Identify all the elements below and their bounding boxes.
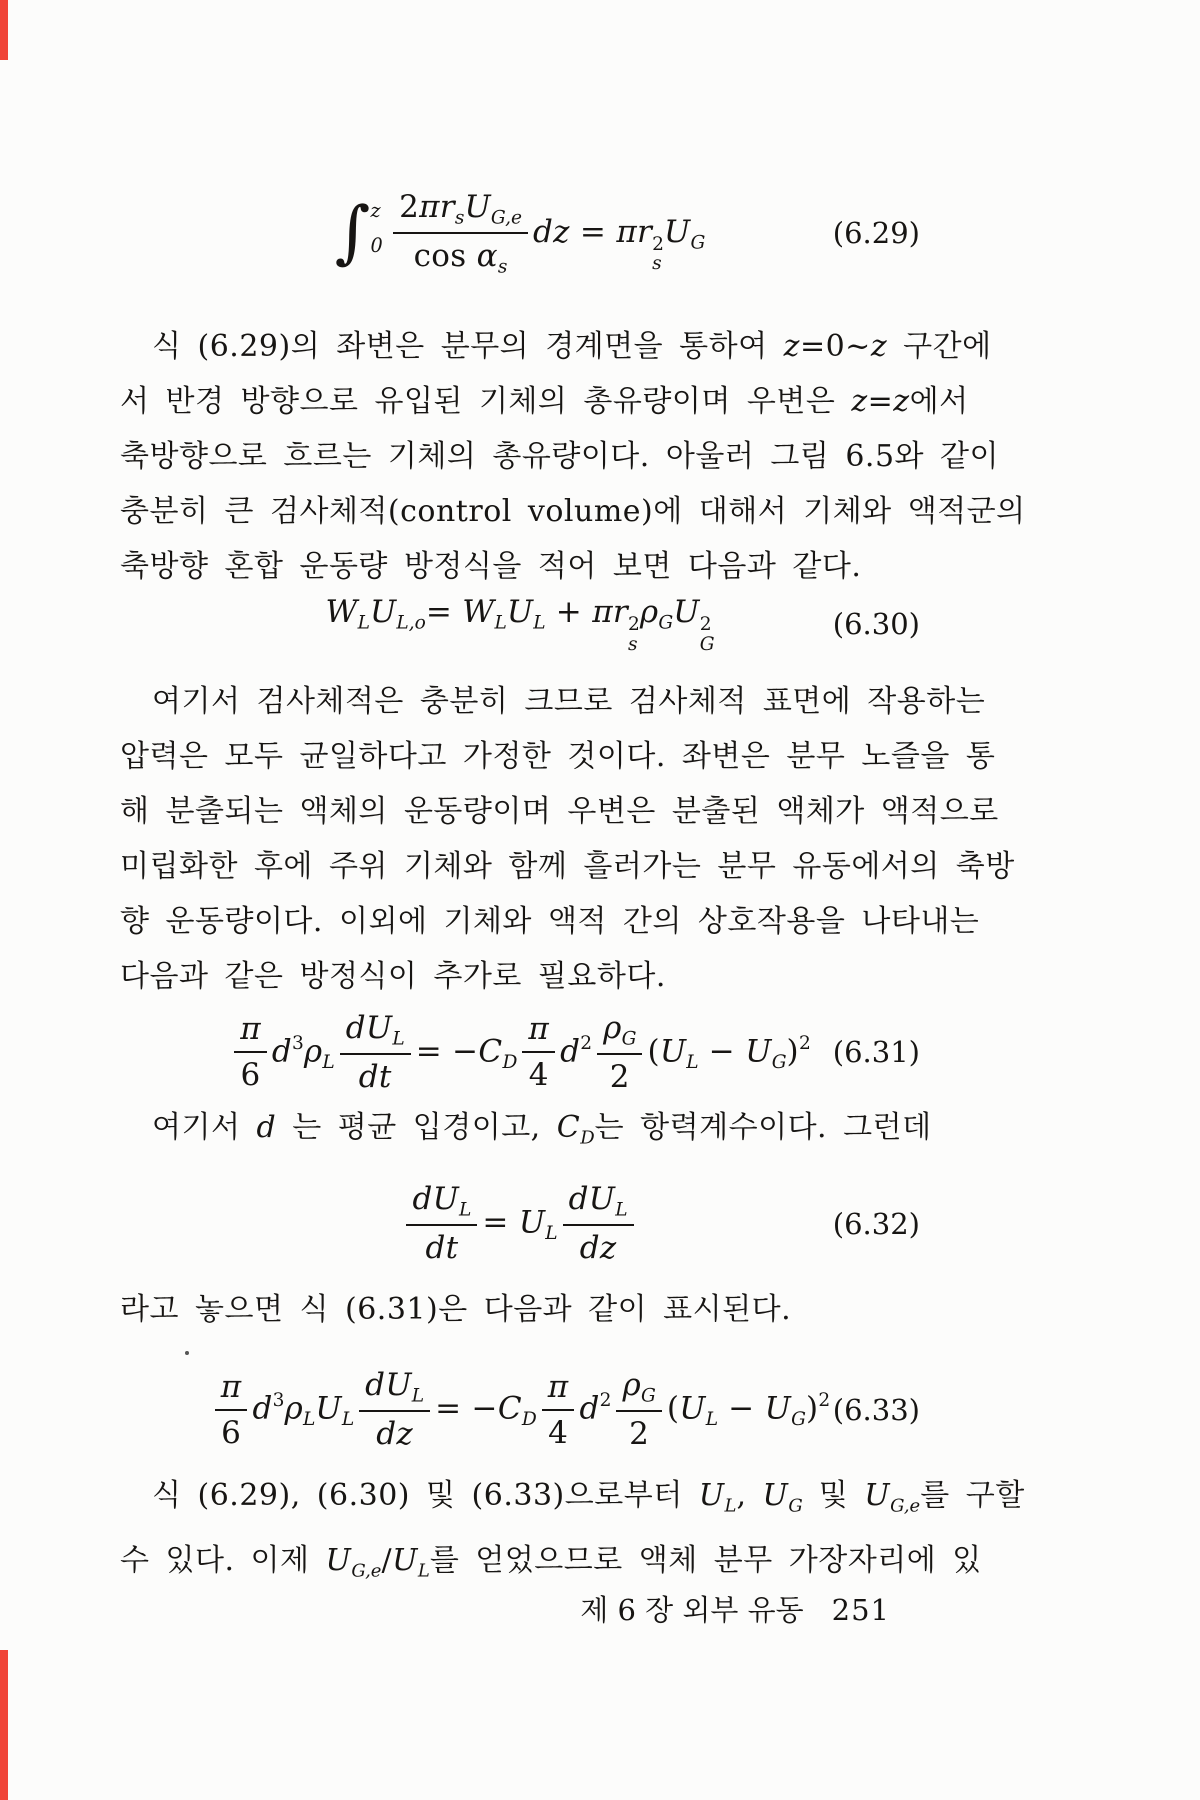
math-var: d [579,1390,600,1427]
text-run: 는 항력계수이다. 그런데 [594,1110,932,1146]
math-op: 2 [399,188,420,225]
text-run: 여기서 검사체적은 충분히 크므로 검사체적 표면에 작용하는 [152,684,986,720]
math-supsub: 2 s [628,614,640,655]
math-var: π [240,1011,261,1048]
scan-artifact-top [0,0,8,60]
text-line [120,674,986,729]
math-subscript: G [621,1028,637,1050]
math-op: + [545,594,593,630]
math-var: W [325,594,358,630]
equation-number: (6.32) [832,1206,920,1241]
math-fraction [522,1011,555,1093]
math-var: C [478,1032,503,1069]
math-subscript: L [686,1051,699,1073]
math-subscript: L [459,1199,472,1221]
math-op: 6 [221,1414,242,1451]
math-op: = [569,213,617,250]
text-run: 서 반경 방향으로 유입된 기체의 총유량이며 우변은 [120,384,852,419]
math-var: ρ [284,1390,304,1427]
math-op: cos [413,238,477,274]
math-subscript: G [690,232,706,253]
math-subscript: G [791,1408,806,1430]
equation-body [210,1367,830,1453]
equation-eq631 [120,1004,920,1100]
math-subscript: D [521,1408,537,1430]
math-subscript: D [580,1127,595,1149]
equation-body [335,189,706,278]
math-fraction [234,1011,267,1093]
text-run: 를 얻었으므로 액체 분무 가장자리에 있 [429,1542,982,1578]
page-footer [120,1588,890,1629]
math-op: = [482,1204,519,1241]
equation-body [229,1010,811,1096]
math-fraction [215,1369,248,1451]
equation-number: (6.33) [832,1392,920,1427]
math-op: ) [805,1390,819,1427]
math-subscript: L [417,1560,430,1582]
math-var: d [271,1032,293,1069]
math-var: πr [419,188,455,225]
math-subscript: L [615,1199,628,1221]
math-var: π [528,1011,550,1048]
math-op: 6 [240,1057,261,1094]
math-superscript: 2 [599,1390,612,1412]
math-var: dz [376,1416,414,1453]
math-var: U [659,1032,687,1069]
math-fraction [359,1367,430,1453]
chapter-title: 제 6 장 외부 유동 [580,1593,804,1627]
math-subscript: s [497,256,508,278]
math-var: C [556,1110,581,1146]
paragraph-para2 [120,674,1015,1004]
math-var: πr [592,594,629,630]
text-line [120,429,1000,484]
math-var: U [315,1390,342,1427]
equation-eq630 [120,594,920,654]
text-line [120,839,1015,894]
math-var: U [392,1542,418,1578]
equation-eq629 [120,185,920,281]
page-content [120,0,1026,1598]
math-var: U [673,594,700,630]
math-subscript: G [788,1494,803,1516]
math-op: 4 [548,1414,569,1451]
math-op: = [867,384,894,419]
math-var: α [476,238,498,274]
math-subscript: L [545,1222,558,1244]
math-fraction [616,1367,661,1453]
page-number: 251 [831,1593,890,1627]
math-subscript: L [392,1028,405,1050]
math-subscript: L [411,1385,425,1407]
math-var: z [893,384,910,419]
math-superscript: 3 [272,1390,285,1412]
math-var: U [762,1477,789,1513]
math-superscript: 2 [798,1032,811,1054]
math-superscript: 2 [818,1390,831,1412]
math-subscript: D [502,1051,518,1073]
paragraph-para1 [120,319,1026,594]
math-var: dU [568,1180,616,1217]
text-run: 미립화한 후에 주위 기체와 함께 흘러가는 분무 유동에서의 축방 [120,849,1015,885]
text-line [120,949,920,1004]
math-var: d [560,1032,581,1069]
scan-artifact-bottom [0,1650,8,1800]
math-superscript: 3 [292,1032,304,1054]
text-line [120,894,980,949]
math-op: − [698,1032,746,1069]
math-subscript: G [771,1051,787,1073]
text-line [120,374,969,429]
math-var: π [220,1368,242,1405]
equation-eq633 [120,1362,920,1458]
math-var: U [506,594,534,630]
math-var: dU [412,1180,460,1217]
math-supsub: 2 s [652,233,664,275]
equation-number: (6.29) [832,216,920,250]
math-var: U [679,1390,706,1427]
equation-eq632 [120,1176,920,1272]
math-subscript: s [454,207,465,228]
math-var: U [518,1204,546,1241]
math-op: 2 [609,1059,630,1096]
math-subscript: L [533,612,546,634]
text-line [120,484,1026,539]
math-var: dU [345,1009,393,1046]
math-supsub: 2 G [699,614,715,655]
text-run: 및 [802,1477,865,1513]
paragraph-lineA [120,1100,932,1165]
math-superscript: 2 [580,1032,593,1054]
math-op: = [425,594,463,630]
text-run: 향 운동량이다. 이외에 기체와 액적 간의 상호작용을 나타내는 [120,904,980,940]
math-var: dt [358,1059,392,1096]
math-subscript: L [705,1408,719,1430]
math-var: z [851,384,868,419]
text-run: 압력은 모두 균일하다고 가정한 것이다. 좌변은 분무 노즐을 통 [120,739,996,775]
integral-sign: ∫ z 0 [334,192,384,272]
text-run: 에서 [909,384,969,419]
math-fraction [340,1010,411,1096]
paragraph-para3 [120,1468,1025,1599]
text-run: 구간에 [887,329,992,364]
math-op: ( [666,1390,680,1427]
text-run: 를 구할 [920,1477,1025,1513]
math-subscript: L [724,1494,737,1516]
math-var: U [864,1477,891,1513]
paragraph-lineB [120,1282,920,1337]
math-subscript: G [641,1385,656,1407]
math-var: ρ [303,1032,323,1069]
math-var: U [745,1032,772,1069]
math-fraction [393,189,528,278]
text-line [120,319,992,374]
math-subscript: G,e [490,207,522,228]
text-run: 해 분출되는 액체의 운동량이며 우변은 분출된 액체가 액적으로 [120,794,999,830]
text-line [120,539,920,594]
text-run: 충분히 큰 검사체적(control volume)에 대해서 기체와 액적군의 [120,494,1026,529]
text-run: 축방향으로 흐르는 기체의 총유량이다. 아울러 그림 6.5와 같이 [120,439,1000,474]
text-run: 다음과 같은 방정식이 추가로 필요하다. [120,959,666,995]
math-op: 2 [629,1416,650,1453]
text-line [120,1468,1025,1533]
equation-body [325,594,714,654]
math-var: πr [616,213,653,250]
math-var: d [256,1110,277,1146]
equation-number: (6.30) [832,607,920,642]
math-var: U [664,213,691,250]
math-var: ρ [639,594,659,630]
math-subscript: G,e [351,1560,382,1582]
math-var: dz [579,1230,617,1267]
math-var: d [252,1390,273,1427]
math-var: z [783,329,800,364]
math-subscript: L [303,1408,316,1430]
text-run: 여기서 [152,1110,257,1146]
text-run: 라고 놓으면 식 (6.31)은 다음과 같이 표시된다. [120,1291,792,1327]
math-op: / [381,1542,393,1578]
math-op: ( [647,1032,660,1069]
math-subscript: G [658,612,674,634]
math-var: dz [532,213,570,250]
text-run: , [736,1477,763,1513]
math-fraction [406,1181,477,1267]
math-op: ) [786,1032,799,1069]
math-var: U [698,1477,725,1513]
text-line [120,784,999,839]
math-var: ρ [622,1366,641,1403]
math-var: U [464,188,491,225]
math-subscript: L [357,612,370,634]
text-run: 는 평균 입경이고, [276,1110,557,1146]
equation-number: (6.31) [832,1035,920,1070]
math-var: W [462,594,495,630]
math-var: U [325,1542,352,1578]
text-run: 식 (6.29), (6.30) 및 (6.33)으로부터 [152,1477,699,1513]
math-fraction [597,1010,642,1096]
text-run: 수 있다. 이제 [120,1542,326,1578]
math-var: U [764,1390,792,1427]
math-var: dU [365,1366,412,1403]
math-subscript: G,e [890,1494,921,1516]
math-var: ρ [603,1009,622,1046]
math-fraction [563,1181,634,1267]
math-op: − [718,1390,765,1427]
text-run: 축방향 혼합 운동량 방정식을 적어 보면 다음과 같다. [120,549,862,584]
math-var: dt [425,1230,459,1267]
text-run: 식 (6.29)의 좌변은 분무의 경계면을 통하여 [152,329,784,364]
math-var: π [547,1368,569,1405]
math-var: U [369,594,397,630]
equation-body [401,1181,638,1267]
math-subscript: L [494,612,507,634]
math-subscript: L [322,1051,335,1073]
math-subscript: L,o [396,612,426,634]
math-var: C [497,1390,522,1427]
math-op: = − [435,1390,498,1427]
math-op: = − [415,1032,479,1069]
text-line [120,729,996,784]
text-line [120,1100,932,1165]
math-op: 4 [528,1057,549,1094]
math-fraction [542,1369,575,1451]
text-line [120,1282,920,1337]
math-subscript: L [341,1408,355,1430]
math-var: z [870,329,888,364]
math-op: =0~ [799,329,871,364]
